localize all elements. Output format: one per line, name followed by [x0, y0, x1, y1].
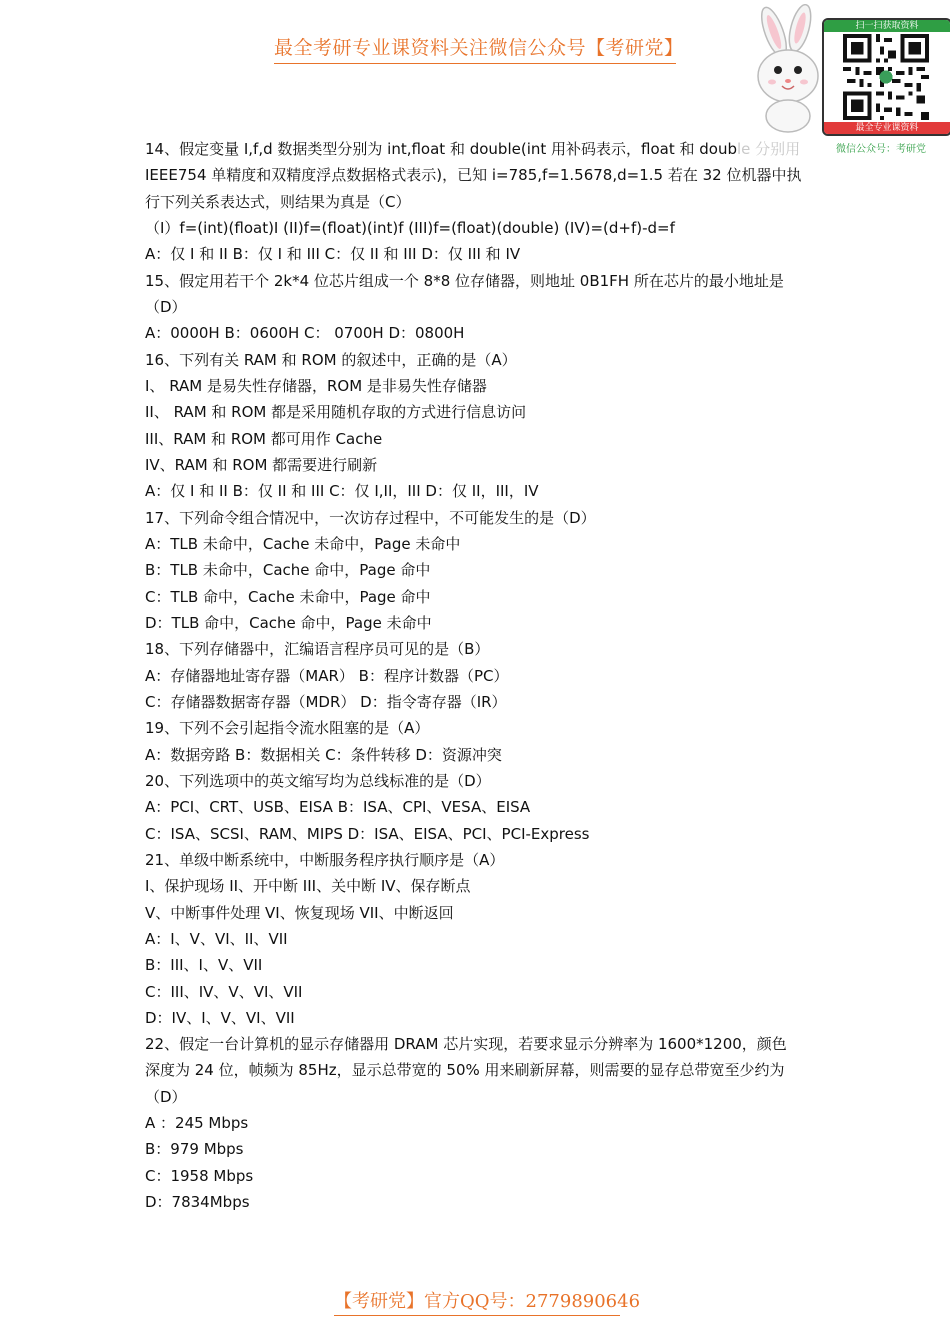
qr-bottom-label: 最全专业课资料 [824, 122, 950, 134]
q17-option-d: D：TLB 命中，Cache 命中，Page 未命中 [145, 613, 432, 632]
q16-statement-1: I、 RAM 是易失性存储器，ROM 是非易失性存储器 [145, 376, 487, 395]
q18-options-cd: C：存储器数据寄存器（MDR） D：指令寄存器（IR） [145, 692, 507, 711]
q22-stem-line-1: 22、假定一台计算机的显示存储器用 DRAM 芯片实现，若要求显示分辨率为 1600*1200，颜色 [145, 1035, 787, 1054]
q21-option-d: D：IV、I、V、VI、VII [145, 1008, 295, 1027]
q22-option-b: B：979 Mbps [145, 1140, 244, 1159]
q17-option-c: C：TLB 命中，Cache 未命中，Page 命中 [145, 587, 431, 606]
q21-option-b: B：III、I、V、VII [145, 956, 263, 975]
qr-top-label: 扫一扫获取资料 [824, 20, 950, 32]
q14-stem-line-3: 行下列关系表达式，则结果为真是（C） [145, 192, 411, 211]
q17-option-a: A：TLB 未命中，Cache 未命中，Page 未命中 [145, 534, 461, 553]
q21-steps-1: I、保护现场 II、开中断 III、关中断 IV、保存断点 [145, 877, 471, 896]
bunny-mascot-icon [744, 4, 826, 134]
q15-stem-line-1: 15、假定用若干个 2k*4 位芯片组成一个 8*8 位存储器，则地址 0B1FH 所在芯片的最小地址是 [145, 271, 784, 290]
q22-option-a: A ：245 Mbps [145, 1114, 249, 1133]
q14-stem-line-2: IEEE754 单精度和双精度浮点数据格式表示)，已知 i=785,f=1.5678,d=1.5 若在 32 位机器中执 [145, 166, 802, 185]
q22-stem-line-2: 深度为 24 位，帧频为 85Hz，显示总带宽的 50% 用来刷新屏幕，则需要的显存总带宽至少约为 [145, 1061, 785, 1080]
q17-option-b: B：TLB 未命中，Cache 命中，Page 命中 [145, 561, 431, 580]
q21-steps-2: V、中断事件处理 VI、恢复现场 VII、中断返回 [145, 903, 454, 922]
q20-options-ab: A：PCI、CRT、USB、EISA B：ISA、CPI、VESA、EISA [145, 798, 531, 817]
q20-options-cd: C：ISA、SCSI、RAM、MIPS D：ISA、EISA、PCI、PCI-Express [145, 824, 590, 843]
q14-stem-line-1: 14、假定变量 I,f,d 数据类型分别为 int,float 和 double(int 用补码表示，float 和 double 分别用 [145, 140, 801, 158]
q22-option-c: C：1958 Mbps [145, 1166, 254, 1185]
q17-stem: 17、下列命令组合情况中，一次访存过程中，不可能发生的是（D） [145, 508, 596, 527]
qr-code-card [822, 18, 950, 136]
q16-statement-2: II、 RAM 和 ROM 都是采用随机存取的方式进行信息访问 [145, 403, 527, 422]
q15-options: A：0000H B：0600H C： 0700H D：0800H [145, 324, 465, 343]
q16-stem: 16、下列有关 RAM 和 ROM 的叙述中，正确的是（A） [145, 350, 517, 369]
q16-options: A：仅 I 和 II B：仅 II 和 III C：仅 I,II，III D：仅 II，III，IV [145, 482, 539, 501]
q19-stem: 19、下列不会引起指令流水阻塞的是（A） [145, 719, 430, 738]
page-header-title: 最全考研专业课资料关注微信公众号【考研党】 [274, 33, 676, 64]
q14-expressions: （I）f=(int)(float)I (II)f=(float)(int)f (III)f=(float)(double) (IV)=(d+f)-d=f [145, 218, 675, 237]
q18-options-ab: A：存储器地址寄存器（MAR） B：程序计数器（PC） [145, 666, 509, 685]
q22-stem-line-3: （D） [145, 1087, 187, 1106]
q16-statement-4: IV、RAM 和 ROM 都需要进行刷新 [145, 455, 378, 474]
q20-stem: 20、下列选项中的英文缩写均为总线标准的是（D） [145, 771, 491, 790]
qr-code-icon[interactable] [842, 34, 930, 120]
q18-stem: 18、下列存储器中，汇编语言程序员可见的是（B） [145, 640, 490, 659]
q19-options: A：数据旁路 B：数据相关 C：条件转移 D：资源冲突 [145, 745, 502, 764]
q14-options: A：仅 I 和 II B：仅 I 和 III C：仅 II 和 III D：仅 III 和 IV [145, 245, 521, 264]
q14-faded-text: le 分别用 [736, 140, 801, 158]
footer-qq-link[interactable]: 【考研党】官方QQ号：2779890646 [334, 1287, 620, 1316]
q22-option-d: D：7834Mbps [145, 1193, 250, 1212]
q21-stem: 21、单级中断系统中，中断服务程序执行顺序是（A） [145, 850, 505, 869]
q21-option-a: A：I、V、VI、II、VII [145, 929, 288, 948]
q15-stem-line-2: （D） [145, 297, 187, 316]
q21-option-c: C：III、IV、V、VI、VII [145, 982, 303, 1001]
question-list [145, 136, 810, 1215]
q16-statement-3: III、RAM 和 ROM 都可用作 Cache [145, 429, 383, 448]
wechat-caption: 微信公众号：考研党 [836, 144, 926, 155]
